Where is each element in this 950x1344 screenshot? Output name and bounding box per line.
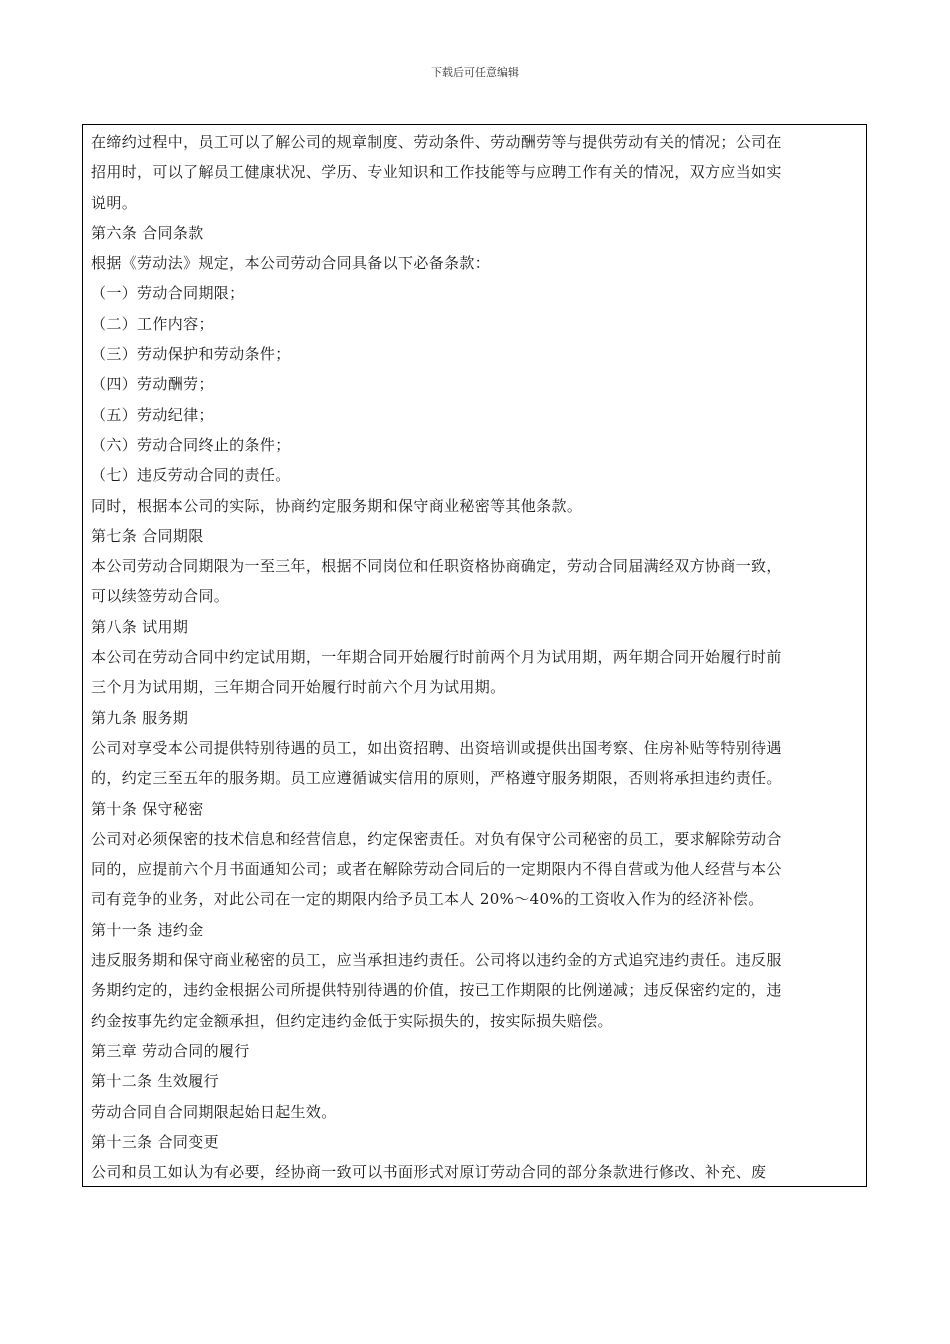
text-line: 的，约定三至五年的服务期。员工应遵循诚实信用的原则，严格遵守服务期限，否则将承担违约责任。	[91, 769, 782, 788]
text-line: 在缔约过程中，员工可以了解公司的规章制度、劳动条件、劳动酬劳等与提供劳动有关的情况；公司在	[91, 133, 782, 151]
list-item: （一）劳动合同期限；	[91, 284, 245, 303]
text-line: 司有竞争的业务，对此公司在一定的期限内给予员工本人 20%～40%的工资收入作为的经济补偿。	[91, 890, 764, 909]
list-item: （六）劳动合同终止的条件；	[91, 435, 291, 454]
text-line: 公司和员工如认为有必要，经协商一致可以书面形式对原订劳动合同的部分条款进行修改、补充、废	[91, 1163, 767, 1182]
text-line: 可以续签劳动合同。	[91, 587, 230, 606]
article-heading: 第十一条 违约金	[91, 920, 204, 939]
document-text-box	[82, 124, 867, 1187]
list-item: （三）劳动保护和劳动条件；	[91, 345, 291, 364]
article-heading: 第九条 服务期	[91, 708, 189, 727]
text-line: 违反服务期和保守商业秘密的员工，应当承担违约责任。公司将以违约金的方式追究违约责任。违反服	[91, 951, 782, 970]
text-line: 公司对享受本公司提供特别待遇的员工，如出资招聘、出资培训或提供出国考察、住房补贴等特别待遇	[91, 738, 782, 757]
text-line: 本公司劳动合同期限为一至三年，根据不同岗位和任职资格协商确定，劳动合同届满经双方协商一致，	[91, 557, 782, 576]
text-line: 招用时，可以了解员工健康状况、学历、专业知识和工作技能等与应聘工作有关的情况，双方应当如实	[91, 163, 782, 182]
list-item: （五）劳动纪律；	[91, 405, 214, 424]
text-line: 同的，应提前六个月书面通知公司；或者在解除劳动合同后的一定期限内不得自营或为他人经营与本公	[91, 860, 782, 879]
list-item: （四）劳动酬劳；	[91, 375, 214, 394]
chapter-heading: 第三章 劳动合同的履行	[91, 1041, 250, 1060]
article-heading: 第十二条 生效履行	[91, 1072, 219, 1091]
text-line: 公司对必须保密的技术信息和经营信息，约定保密责任。对负有保守公司秘密的员工，要求解除劳动合	[91, 829, 782, 848]
list-item: （七）违反劳动合同的责任。	[91, 466, 291, 485]
article-heading: 第十条 保守秘密	[91, 799, 204, 818]
text-line: 劳动合同自合同期限起始日起生效。	[91, 1102, 337, 1121]
text-line: 根据《劳动法》规定，本公司劳动合同具备以下必备条款：	[91, 254, 491, 273]
list-item: （二）工作内容；	[91, 314, 214, 333]
article-heading: 第六条 合同条款	[91, 223, 204, 242]
article-heading: 第八条 试用期	[91, 617, 189, 636]
text-line: 约金按事先约定金额承担，但约定违约金低于实际损失的，按实际损失赔偿。	[91, 1011, 613, 1030]
article-heading: 第七条 合同期限	[91, 526, 204, 545]
text-line: 同时，根据本公司的实际，协商约定服务期和保守商业秘密等其他条款。	[91, 496, 583, 515]
text-line: 三个月为试用期，三年期合同开始履行时前六个月为试用期。	[91, 678, 506, 697]
page-header: 下载后可任意编辑	[431, 66, 519, 79]
text-line: 本公司在劳动合同中约定试用期，一年期合同开始履行时前两个月为试用期，两年期合同开始履行时前	[91, 648, 782, 667]
text-line: 说明。	[91, 193, 138, 212]
text-line: 务期约定的，违约金根据公司所提供特别待遇的价值，按已工作期限的比例递减；违反保密约定的，违	[91, 981, 782, 1000]
article-heading: 第十三条 合同变更	[91, 1132, 219, 1151]
